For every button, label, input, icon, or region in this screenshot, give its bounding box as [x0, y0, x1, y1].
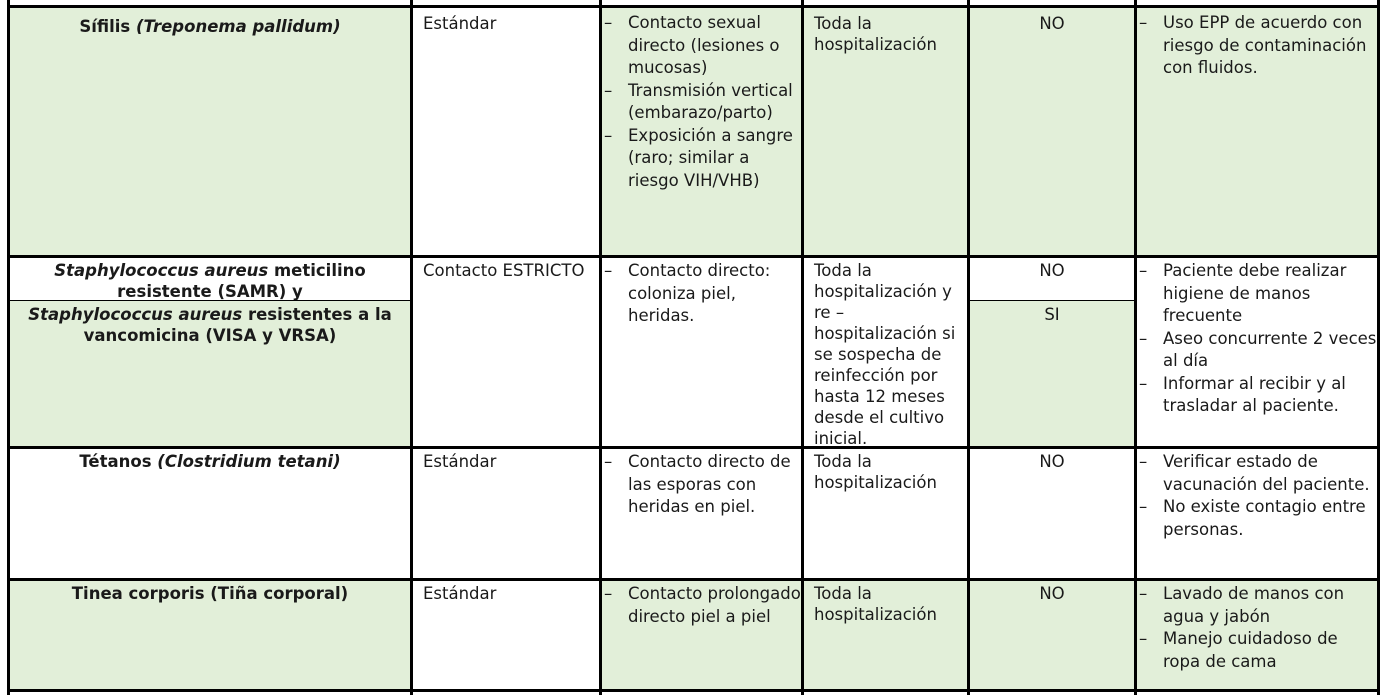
- observations-cell: [1137, 449, 1377, 578]
- observations-cell: [1137, 581, 1377, 689]
- observation-item: – No existe contagio entre personas.: [1137, 496, 1377, 541]
- disease-name: Sífilis: [79, 17, 136, 36]
- disease-cell-tinea: [10, 581, 410, 689]
- observation-item: – Uso EPP de acuerdo con riesgo de contaminación con fluidos.: [1137, 12, 1377, 80]
- disease-cell-visa-vrsa: [10, 301, 410, 446]
- pathogen-name: Staphylococcus aureus: [54, 261, 269, 280]
- column-divider: [7, 0, 10, 695]
- row-divider: [7, 578, 1380, 581]
- transmission-item: – Contacto prolongado directo piel a piel: [602, 583, 801, 628]
- disease-name: meticilino resistente (SAMR) y: [117, 261, 366, 300]
- duration-cell: [804, 449, 967, 578]
- transmission-item: – Contacto directo: coloniza piel, heridas.: [602, 260, 801, 328]
- precaution-cell: [413, 449, 599, 578]
- isolation-value: NO: [1039, 14, 1065, 33]
- duration-text: Toda la hospitalización: [814, 452, 937, 492]
- precaution-type: Contacto ESTRICTO: [423, 261, 585, 280]
- precaution-type: Estándar: [423, 14, 497, 33]
- isolation-cell: [970, 8, 1134, 255]
- isolation-cell: [970, 258, 1134, 300]
- isolation-value: NO: [1039, 452, 1065, 471]
- precaution-type: Estándar: [423, 452, 497, 471]
- isolation-value: SI: [1044, 305, 1060, 324]
- column-divider: [410, 0, 413, 695]
- duration-text: Toda la hospitalización: [814, 584, 937, 624]
- transmission-cell: [602, 258, 801, 446]
- transmission-item: – Contacto sexual directo (lesiones o mucosas): [602, 12, 801, 80]
- column-divider: [801, 0, 804, 695]
- transmission-cell: [602, 8, 801, 255]
- subrow-divider: [970, 300, 1134, 301]
- row-divider: [7, 5, 1380, 8]
- isolation-cell: [970, 449, 1134, 578]
- row-divider: [7, 255, 1380, 258]
- observation-item: – Aseo concurrente 2 veces al día: [1137, 328, 1377, 373]
- transmission-item: – Exposición a sangre (raro; similar a riesgo VIH/VHB): [602, 125, 801, 193]
- observation-item: – Lavado de manos con agua y jabón: [1137, 583, 1377, 628]
- disease-name: Tinea corporis (Tiña corporal): [71, 584, 349, 603]
- transmission-cell: [602, 449, 801, 578]
- precaution-cell: [413, 8, 599, 255]
- duration-text: Toda la hospitalización: [814, 14, 937, 54]
- precaution-type: Estándar: [423, 584, 497, 603]
- column-divider: [967, 0, 970, 695]
- disease-pathogen: (Treponema pallidum): [135, 17, 341, 36]
- observations-cell: [1137, 258, 1377, 446]
- isolation-value: NO: [1039, 261, 1065, 280]
- disease-cell-samr: [10, 258, 410, 300]
- observation-item: – Paciente debe realizar higiene de manos frecuente: [1137, 260, 1377, 328]
- isolation-cell: [970, 581, 1134, 689]
- disease-pathogen: (Clostridium tetani): [157, 452, 341, 471]
- disease-cell-sifilis: [10, 8, 410, 255]
- duration-cell: [804, 581, 967, 689]
- precaution-cell: [413, 258, 599, 446]
- row-divider: [7, 446, 1380, 449]
- disease-cell-tetanos: [10, 449, 410, 578]
- subrow-divider: [10, 300, 410, 301]
- transmission-item: – Transmisión vertical (embarazo/parto): [602, 80, 801, 125]
- isolation-cell: [970, 301, 1134, 446]
- duration-cell: [804, 8, 967, 255]
- transmission-cell: [602, 581, 801, 689]
- observation-item: – Informar al recibir y al trasladar al paciente.: [1137, 373, 1377, 418]
- transmission-item: – Contacto directo de las esporas con heridas en piel.: [602, 451, 801, 519]
- duration-cell: [804, 258, 967, 446]
- observation-item: – Verificar estado de vacunación del paciente.: [1137, 451, 1377, 496]
- duration-text: Toda la hospitalización y re – hospitalización si se sospecha de reinfección por hasta 12 meses desde el cultivo inicial.: [814, 261, 956, 446]
- observations-cell: [1137, 8, 1377, 255]
- column-divider: [1134, 0, 1137, 695]
- column-divider: [1377, 0, 1380, 695]
- row-divider: [7, 689, 1380, 692]
- precaution-cell: [413, 581, 599, 689]
- isolation-value: NO: [1039, 584, 1065, 603]
- pathogen-name: Staphylococcus aureus: [28, 305, 243, 324]
- column-divider: [599, 0, 602, 695]
- disease-name: Tétanos: [79, 452, 158, 471]
- observation-item: – Manejo cuidadoso de ropa de cama: [1137, 628, 1377, 673]
- disease-name: resistentes a la vancomicina (VISA y VRSA): [83, 305, 392, 345]
